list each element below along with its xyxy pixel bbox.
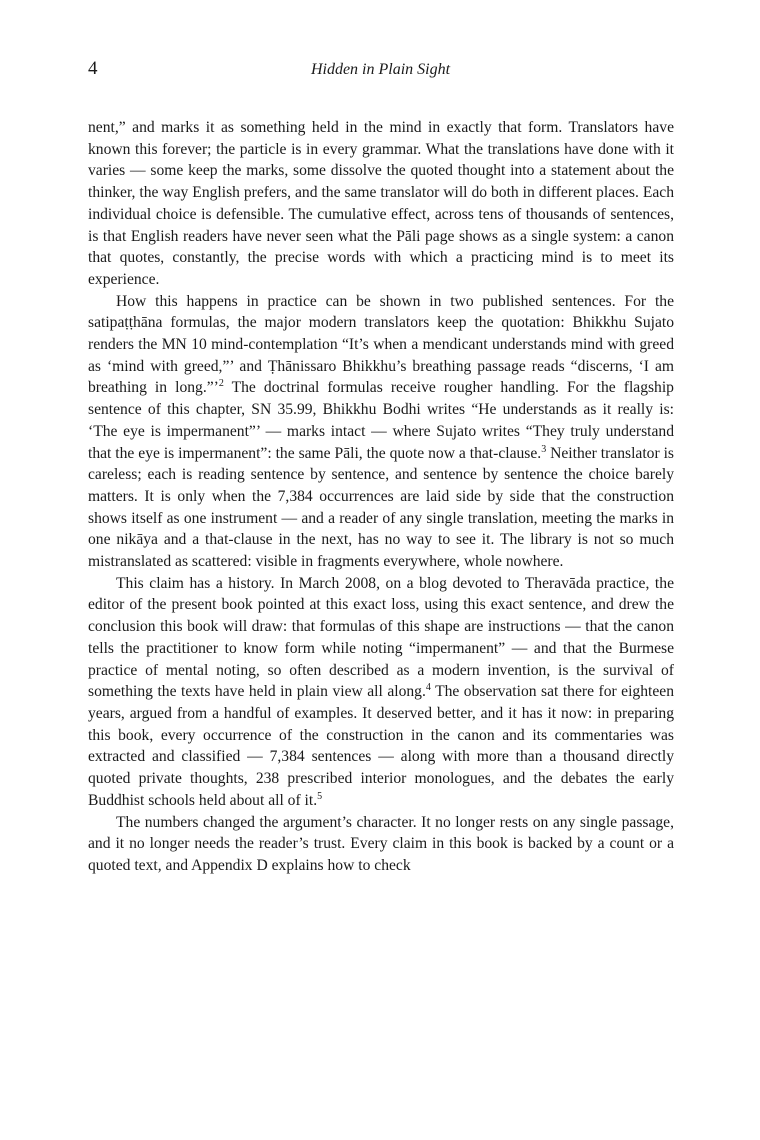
footnote-marker[interactable]: 2 bbox=[218, 378, 224, 390]
footnote-marker[interactable]: 3 bbox=[541, 443, 547, 455]
paragraph-history bbox=[88, 573, 674, 812]
body-text bbox=[88, 117, 674, 877]
paragraph-text: This claim has a history. In March 2008, on a blog devoted to Theravāda practice, the editor of the present book pointed at this exact loss, using this exact sentence, and drew the conclusion this book will draw: that formulas of this shape are instructions — that the canon tells the practitioner to know form while noting “impermanent” — and that the Burmese practice of mental noting, so often described as a modern invention, is the survival of something the texts have held in plain view all along. bbox=[88, 574, 674, 701]
paragraph-continued bbox=[88, 117, 674, 291]
paragraph-translations bbox=[88, 291, 674, 573]
paragraph-text: nent,” and marks it as something held in the mind in exactly that form. Translators have known this forever; the particle is in every grammar. What the translations have done with it varies — some keep the marks, some dissolve the quoted thought into a statement about the thinker, the way English prefers, and the same translator will do both in different places. Each individual choice is defensible. The cumulative effect, across tens of thousands of sentences, is that English readers have never seen what the Pāli page shows as a single system: a canon that quotes, constantly, the precise words with which a practicing mind is to meet its experience. bbox=[88, 119, 674, 288]
paragraph-text: The doctrinal formulas receive rougher handling. For the flagship sentence of this chapter, SN 35.99, Bhikkhu Bodhi writes “He understands as it really is: ‘The eye is impermanent”’ — marks intact — where Sujato writes “They truly understand that the eye is impermanent”: the same Pāli, the quote now a that-clause. bbox=[88, 379, 674, 462]
paragraph-numbers bbox=[88, 812, 674, 877]
footnote-marker[interactable]: 4 bbox=[425, 682, 431, 694]
running-head bbox=[88, 58, 673, 82]
paragraph-text: How this happens in practice can be shown in two published sentences. For the satipaṭṭhāna formulas, the major modern translators keep the quotation: Bhikkhu Sujato renders the MN 10 mind-contemplation “It’s when a mendicant understands mind with greed as ‘mind with greed,”’ and Ṭhānissaro Bhikkhu’s breathing passage reads “discerns, ‘I am breathing in long.”’ bbox=[88, 292, 674, 397]
paragraph-text: The numbers changed the argument’s character. It no longer rests on any single passage, and it no longer needs the reader’s trust. Every claim in this book is backed by a count or a quoted text, and Appendix D explains how to check bbox=[88, 813, 674, 874]
footnote-marker[interactable]: 5 bbox=[317, 790, 323, 802]
running-title: Hidden in Plain Sight bbox=[310, 61, 451, 78]
page-number: 4 bbox=[88, 58, 98, 79]
paragraph-text: Neither translator is careless; each is reading sentence by sentence, and sentence by sentence the choice barely matters. It is only when the 7,384 occurrences are laid side by side that the construction shows itself as one instrument — and a reader of any single translation, meeting the marks in one nikāya and a that-clause in the next, has no way to see it. The library is not so much mistranslated as scattered: visible in fragments everywhere, whole nowhere. bbox=[88, 444, 674, 571]
paragraph-text: The observation sat there for eighteen years, argued from a handful of examples. It deserved better, and it has it now: in preparing this book, every occurrence of the construction in the canon and its commentaries was extracted and classified — 7,384 sentences — along with more than a thousand directly quoted private thoughts, 238 prescribed interior monologues, and the debates the early Buddhist schools held about all of it. bbox=[88, 683, 674, 809]
